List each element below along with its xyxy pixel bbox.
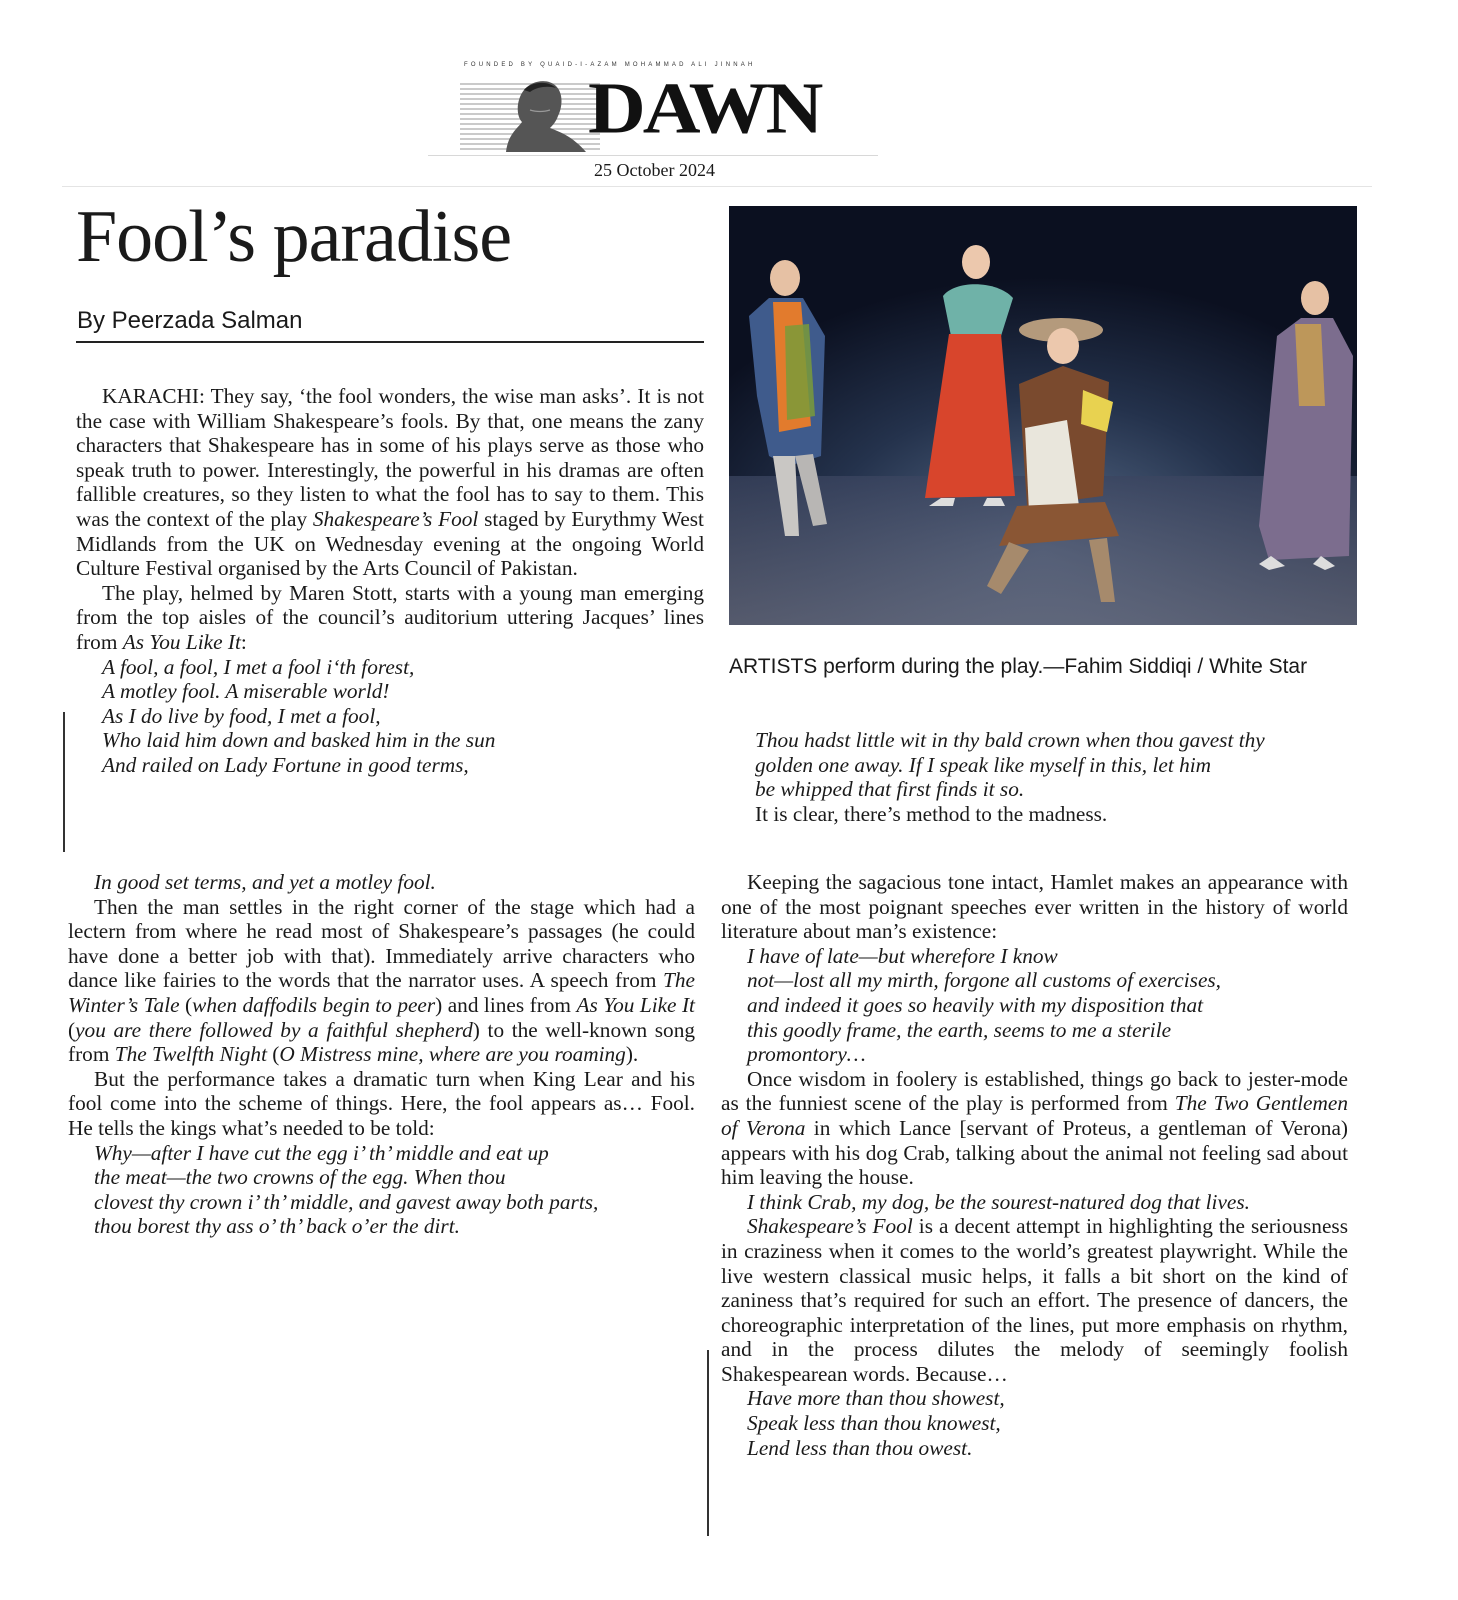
verse-line: I think Crab, my dog, be the sourest-natured dog that lives.: [747, 1189, 1250, 1214]
verse-line: this goodly frame, the earth, seems to me a sterile: [747, 1017, 1172, 1042]
verse-line: thou borest thy ass o’ th’ back o’er the dirt.: [94, 1214, 460, 1239]
page-divider: [62, 186, 1372, 187]
verse-line: I have of late—but wherefore I know: [747, 943, 1058, 968]
verse-line: golden one away. If I speak like myself in this, let him: [755, 752, 1212, 777]
quoted-line: when daffodils begin to peer: [192, 992, 436, 1017]
byline-rule: [76, 341, 704, 343]
play-title: As You Like It: [122, 629, 241, 654]
founded-tagline: FOUNDED BY QUAID-I-AZAM MOHAMMAD ALI JINNAH: [464, 62, 756, 68]
verse-line: And railed on Lady Fortune in good terms,: [102, 752, 469, 777]
article-column-right-lower: [721, 870, 1348, 1460]
verse-line: As I do live by food, I met a fool,: [102, 703, 381, 728]
paragraph: KARACHI: They say, ‘the fool wonders, the wise man asks’. It is not the case with William Shakespeare’s fools. By that, one means the zany characters that Shakespeare has in some of his plays serve as those who speak truth to power. Interestingly, the powerful in his dramas are often fallible creatures, so they listen to what the fool has to say to them. This was the context of the play Shakespeare’s Fool staged by Eurythmy West Midlands from the UK on Wednesday evening at the ongoing World Culture Festival organised by the Arts Council of Pakistan.: [76, 384, 704, 581]
paragraph: Shakespeare’s Fool is a decent attempt in highlighting the seriousness in craziness when it comes to the world’s greatest playwright. While the live western classical music helps, it falls a bit short on the kind of zaniness that’s required for such an effort. The presence of dancers, the choreographic interpretation of the lines, put more emphasis on rhythm, and in the process dilutes the melody of seemingly foolish Shakespearean words. Because…: [721, 1214, 1348, 1386]
verse-line: Why—after I have cut the egg i’ th’ middle and eat up: [94, 1140, 549, 1165]
verse-line: A motley fool. A miserable world!: [102, 679, 390, 704]
verse-line: be whipped that first finds it so.: [755, 777, 1025, 802]
article-column-left-lower: [68, 870, 695, 1239]
paragraph: Then the man settles in the right corner of the stage which had a lectern from where he read most of Shakespeare’s passages (he could have done a better job with that). Immediately arrive characters who dance like fairies to the words that the narrator uses. A speech from The Winter’s Tale (when daffodils begin to peer) and lines from As You Like It (you are there followed by a faithful shepherd) to the well-known song from The Twelfth Night (O Mistress mine, where are you roaming).: [68, 894, 695, 1067]
paragraph: It is clear, there’s method to the madness.: [755, 801, 1108, 826]
play-title: Shakespeare’s Fool: [312, 506, 479, 531]
play-title: The Two Gentlemen of Verona: [721, 1091, 1348, 1140]
publication-date: 25 October 2024: [594, 160, 715, 180]
quoted-line: you are there followed by a faithful shepherd: [75, 1017, 473, 1042]
verse-line: not—lost all my mirth, forgone all customs of exercises,: [747, 968, 1222, 993]
verse-line: Speak less than thou knowest,: [747, 1411, 1001, 1436]
verse-line: Lend less than thou owest.: [747, 1435, 973, 1460]
verse-line: clovest thy crown i’ th’ middle, and gavest away both parts,: [94, 1189, 599, 1214]
masthead: [460, 60, 850, 152]
verse-line: Have more than thou showest,: [747, 1386, 1005, 1411]
verse-line: In good set terms, and yet a motley fool.: [94, 870, 436, 894]
article-column-left-upper: [76, 384, 704, 778]
verse-line: A fool, a fool, I met a fool i‘th forest,: [102, 654, 415, 679]
masthead-divider: [428, 155, 878, 156]
headline: Fool’s paradise: [76, 196, 512, 278]
play-title: The Twelfth Night: [114, 1042, 267, 1067]
performance-photo: [729, 206, 1357, 625]
paragraph: Once wisdom in foolery is established, things go back to jester-mode as the funniest scene of the play is performed from The Two Gentlemen of Verona in which Lance [servant of Proteus, a gentleman of Verona) appears with his dog Crab, talking about the animal not feeling sad about him leaving the house.: [721, 1066, 1348, 1190]
verse-line: the meat—the two crowns of the egg. When thou: [94, 1165, 506, 1190]
article-column-right-upper: [729, 728, 1357, 826]
newspaper-logo: DAWN: [588, 68, 821, 150]
paragraph: But the performance takes a dramatic turn when King Lear and his fool come into the scheme of things. Here, the fool appears as… Fool. He tells the kings what’s needed to be told:: [68, 1066, 695, 1140]
play-title: Shakespeare’s Fool: [747, 1214, 913, 1239]
paragraph: The play, helmed by Maren Stott, starts with a young man emerging from the top aisles of the council’s auditorium uttering Jacques’ lines from As You Like It:: [76, 580, 704, 654]
quoted-line: O Mistress mine, where are you roaming: [279, 1042, 626, 1067]
play-title: The Winter’s Tale: [68, 968, 695, 1017]
play-title: As You Like It: [576, 992, 695, 1017]
verse-line: promontory…: [747, 1042, 866, 1067]
verse-line: Who laid him down and basked him in the sun: [102, 728, 496, 753]
photo-caption: ARTISTS perform during the play.—Fahim Siddiqi / White Star: [729, 655, 1308, 678]
paragraph: Keeping the sagacious tone intact, Hamlet makes an appearance with one of the most poignant speeches ever written in the history of world literature about man’s existence:: [721, 870, 1348, 944]
quote-bar: [707, 1350, 709, 1536]
verse-line: and indeed it goes so heavily with my disposition that: [747, 992, 1204, 1017]
founder-portrait-logo: [460, 70, 600, 152]
verse-line: Thou hadst little wit in thy bald crown when thou gavest thy: [755, 728, 1265, 752]
quote-bar: [63, 712, 65, 852]
byline: By Peerzada Salman: [77, 307, 303, 334]
